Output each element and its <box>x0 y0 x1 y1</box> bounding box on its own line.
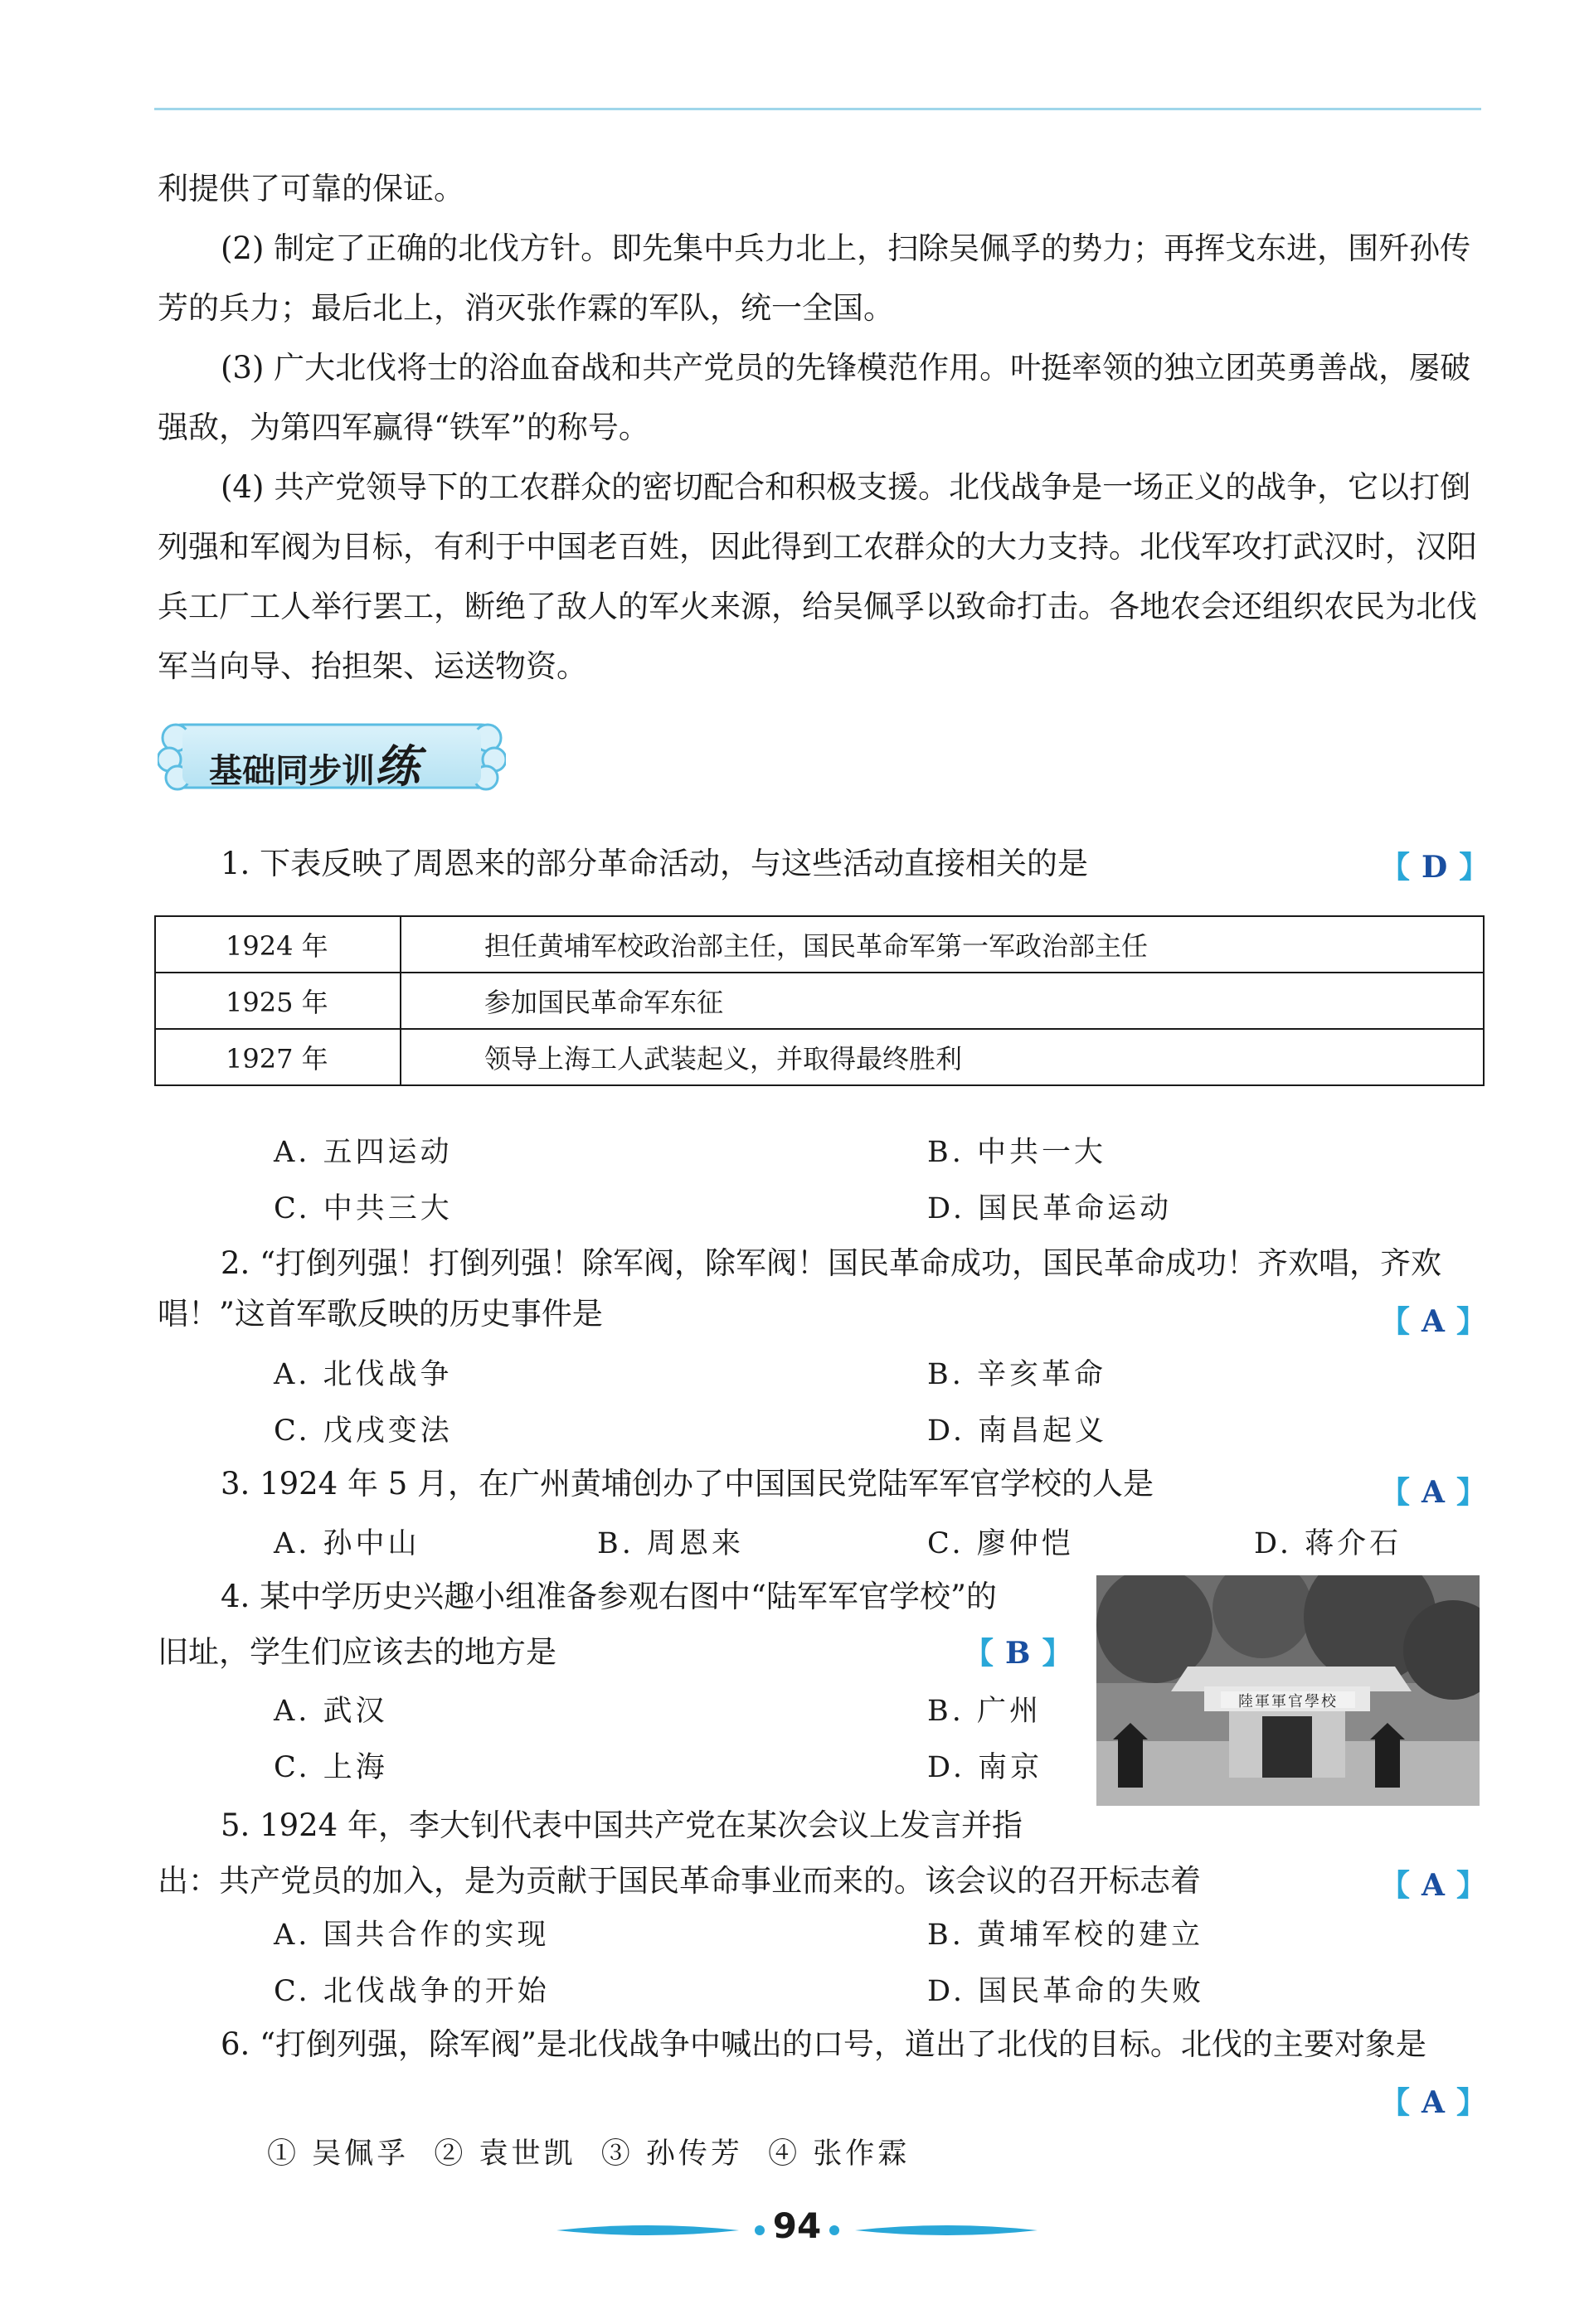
bracket-close: 】 <box>1455 1475 1486 1510</box>
option-c[interactable]: C. 廖仲恺 <box>927 1527 1074 1560</box>
activity-table <box>154 915 1485 1086</box>
option-c[interactable]: C. 戊戌变法 <box>274 1414 453 1448</box>
option-b[interactable]: B. 周恩来 <box>597 1527 744 1560</box>
bracket-open: 【 <box>1380 1868 1411 1903</box>
option-c[interactable]: C. 中共三大 <box>274 1192 453 1225</box>
intro-paragraph-4: (4) 共产党领导下的工农群众的密切配合和积极支援。北伐战争是一场正义的战争，它以打倒列强和军阀为目标，有利于中国老百姓，因此得到工农群众的大力支持。北伐军攻打武汉时，汉阳兵工厂工人举行罢工，断绝了敌人的军火来源，给吴佩孚以致命打击。各地农会还组织农民为北伐军当向导、抬担架、运送物资。 <box>158 469 1477 684</box>
table-row <box>155 1029 1484 1085</box>
question-3-answer <box>1380 1469 1486 1511</box>
table-row <box>155 916 1484 973</box>
option-a[interactable]: A. 武汉 <box>274 1695 388 1728</box>
intro-paragraph-2: (2) 制定了正确的北伐方针。即先集中兵力北上，扫除吴佩孚的势力；再挥戈东进，围歼孙传芳的兵力；最后北上，消灭张作霖的军队，统一全国。 <box>158 230 1471 326</box>
intro-paragraph-1: 利提供了可靠的保证。 <box>158 171 464 206</box>
option-a[interactable]: A. 北伐战争 <box>274 1358 453 1391</box>
question-3 <box>158 1456 1485 1511</box>
option-c[interactable]: C. 北伐战争的开始 <box>274 1975 550 2008</box>
question-4-stem-line2: 旧址，学生们应该去的地方是 <box>158 1634 556 1670</box>
intro-text <box>158 159 1485 696</box>
bracket-close: 】 <box>1042 1636 1072 1671</box>
option-d[interactable]: D. 南京 <box>927 1751 1043 1784</box>
table-cell-year: 1924 年 <box>155 916 401 973</box>
option-d[interactable]: D. 南昌起义 <box>927 1414 1108 1448</box>
table-cell-event: 担任黄埔军校政治部主任，国民革命军第一军政治部主任 <box>401 916 1484 973</box>
option-a[interactable]: A. 国共合作的实现 <box>274 1919 550 1952</box>
question-2-answer <box>1380 1298 1486 1341</box>
option-b[interactable]: B. 中共一大 <box>927 1136 1106 1169</box>
table-cell-event: 参加国民革命军东征 <box>401 973 1484 1029</box>
option-b[interactable]: B. 辛亥革命 <box>927 1358 1106 1391</box>
answer-letter: B <box>1005 1636 1031 1671</box>
option-d[interactable]: D. 国民革命运动 <box>927 1192 1173 1225</box>
table-cell-year: 1927 年 <box>155 1029 401 1085</box>
bracket-open: 【 <box>1380 2085 1411 2120</box>
question-6-choice-items: ① 吴佩孚 ② 袁世凯 ③ 孙传芳 ④ 张作霖 <box>267 2137 911 2171</box>
question-6-answer <box>1380 2079 1486 2122</box>
question-6-stem: 6. “打倒列强，除军阀”是北伐战争中喊出的口号，道出了北伐的目标。北伐的主要对象是 <box>221 2026 1426 2062</box>
option-a[interactable]: A. 五四运动 <box>274 1136 453 1169</box>
school-gate-photo <box>1096 1575 1480 1806</box>
question-2 <box>158 1235 1485 1342</box>
bracket-open: 【 <box>1380 1304 1411 1339</box>
table-cell-year: 1925 年 <box>155 973 401 1029</box>
table-row <box>155 973 1484 1029</box>
option-a[interactable]: A. 孙中山 <box>274 1527 420 1560</box>
bracket-open: 【 <box>1380 850 1411 885</box>
question-5-stem-line2: 出：共产党员的加入，是为贡献于国民革命事业而来的。该会议的召开标志着 <box>158 1863 1201 1899</box>
header-rule <box>154 108 1481 110</box>
question-1 <box>158 836 1485 891</box>
option-b[interactable]: B. 黄埔军校的建立 <box>927 1919 1203 1952</box>
bracket-close: 】 <box>1455 2085 1486 2120</box>
question-1-stem: 1. 下表反映了周恩来的部分革命活动，与这些活动直接相关的是 <box>221 846 1089 881</box>
table-cell-event: 领导上海工人武装起义，并取得最终胜利 <box>401 1029 1484 1085</box>
section-title-text: 基础同步训 <box>209 752 375 790</box>
section-banner <box>158 713 506 799</box>
option-c[interactable]: C. 上海 <box>274 1751 388 1784</box>
option-d[interactable]: D. 国民革命的失败 <box>927 1975 1205 2008</box>
page-number: 94 <box>772 2205 822 2246</box>
question-2-stem-line1: 2. “打倒列强！打倒列强！除军阀，除军阀！国民革命成功，国民革命成功！齐欢唱，齐欢 <box>221 1245 1441 1281</box>
answer-letter: D <box>1421 850 1448 885</box>
question-4-answer <box>964 1630 1072 1672</box>
question-5-stem-line1: 5. 1924 年，李大钊代表中国共产党在某次会议上发言并指 <box>221 1807 1023 1843</box>
answer-letter: A <box>1421 2085 1445 2120</box>
question-4-stem-line1: 4. 某中学历史兴趣小组准备参观右图中“陆军军官学校”的 <box>221 1579 997 1614</box>
answer-letter: A <box>1421 1475 1445 1510</box>
question-1-answer <box>1380 844 1489 886</box>
section-title-emphasis: 练 <box>375 740 420 793</box>
question-6 <box>158 2016 1485 2072</box>
bracket-close: 】 <box>1455 1304 1486 1339</box>
bracket-close: 】 <box>1459 850 1490 885</box>
question-3-stem: 3. 1924 年 5 月，在广州黄埔创办了中国国民党陆军军官学校的人是 <box>221 1466 1154 1502</box>
answer-letter: A <box>1421 1868 1445 1903</box>
question-4 <box>158 1569 1078 1680</box>
answer-letter: A <box>1421 1304 1445 1339</box>
school-gate-sign: 陸軍軍官學校 <box>1238 1693 1338 1710</box>
question-2-stem-line2: 唱！”这首军歌反映的历史事件是 <box>158 1296 603 1332</box>
option-b[interactable]: B. 广州 <box>927 1695 1042 1728</box>
bracket-close: 】 <box>1455 1868 1486 1903</box>
bracket-open: 【 <box>964 1636 994 1671</box>
option-d[interactable]: D. 蒋介石 <box>1254 1527 1402 1560</box>
intro-paragraph-3: (3) 广大北伐将士的浴血奋战和共产党员的先锋模范作用。叶挺率领的独立团英勇善战，屡破强敌，为第四军赢得“铁军”的称号。 <box>158 350 1471 445</box>
page-number-footer <box>0 2205 1594 2246</box>
question-5-answer <box>1380 1862 1486 1904</box>
bracket-open: 【 <box>1380 1475 1411 1510</box>
section-title <box>209 731 420 795</box>
question-5 <box>158 1798 1485 1909</box>
